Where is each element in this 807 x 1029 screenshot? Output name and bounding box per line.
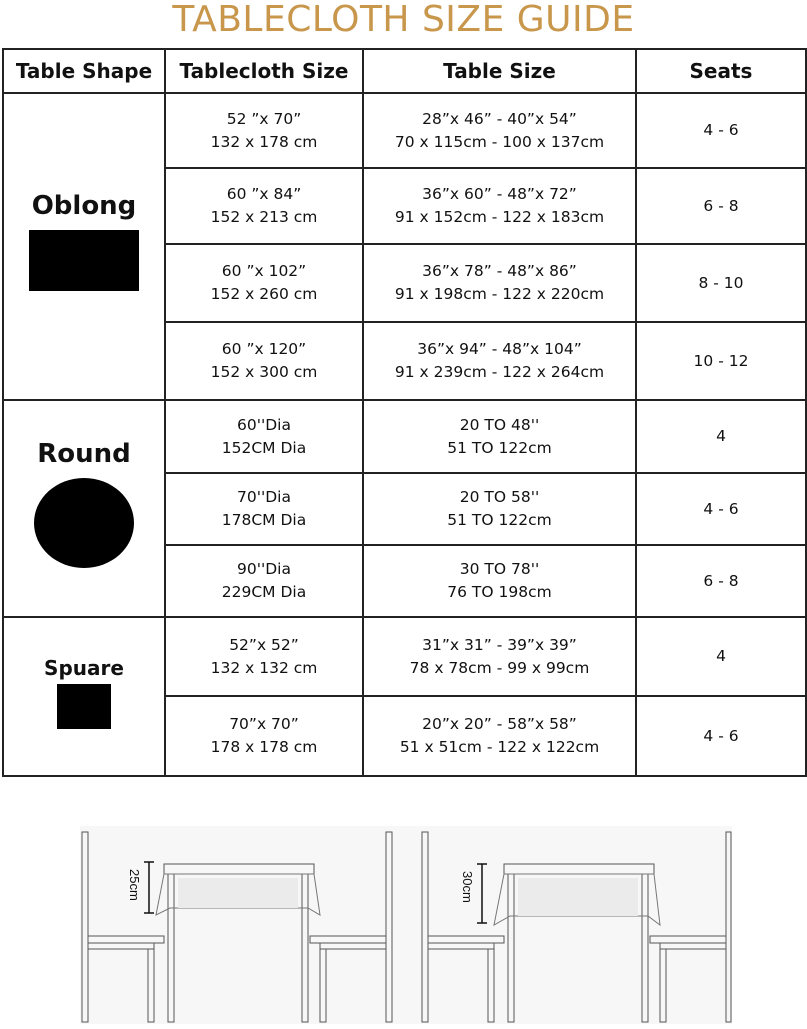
cloth-size-inches: 60 ”x 120” <box>221 340 307 358</box>
cloth-size-inches: 70''Dia <box>237 488 291 506</box>
table-size-cm: 51 x 51cm - 122 x 122cm <box>399 738 600 756</box>
table-size-inches: 31”x 31” - 39”x 39” <box>422 635 577 654</box>
table-size-inches: 20 TO 58'' <box>459 488 540 506</box>
tablecloth-size-cell <box>165 617 363 696</box>
seats-cell: 6 - 8 <box>636 168 806 244</box>
cloth-size-inches: 70”x 70” <box>229 715 299 733</box>
table-size-cell <box>363 168 636 244</box>
table-row <box>3 400 806 473</box>
drop-length-diagram <box>80 826 732 1024</box>
seats-cell: 4 <box>636 617 806 696</box>
tablecloth-size-cell <box>165 473 363 545</box>
table-size-inches: 28”x 46” - 40”x 54” <box>422 109 577 128</box>
cloth-size-inches: 60 ”x 102” <box>221 262 307 280</box>
cloth-size-cm: 132 x 178 cm <box>210 132 318 151</box>
tablecloth-size-cell <box>165 93 363 168</box>
header-tablecloth-size: Tablecloth Size <box>165 49 363 93</box>
seats-cell: 6 - 8 <box>636 545 806 617</box>
page-title: TABLECLOTH SIZE GUIDE <box>172 0 635 40</box>
size-guide-table <box>2 48 807 777</box>
table-size-cm: 91 x 198cm - 122 x 220cm <box>394 285 605 303</box>
table-size-inches: 20 TO 48'' <box>459 415 540 434</box>
table-row <box>3 617 806 696</box>
table-size-cm: 91 x 152cm - 122 x 183cm <box>394 208 605 226</box>
table-size-cm: 91 x 239cm - 122 x 264cm <box>394 363 605 381</box>
table-size-inches: 36”x 94” - 48”x 104” <box>417 340 582 358</box>
tablecloth-size-cell <box>165 322 363 400</box>
table-size-cm: 51 TO 122cm <box>447 438 552 457</box>
table-size-inches: 30 TO 78'' <box>459 560 540 578</box>
table-size-cm: 78 x 78cm - 99 x 99cm <box>409 658 590 677</box>
tablecloth-size-cell <box>165 244 363 322</box>
cloth-size-cm: 178 x 178 cm <box>210 738 318 756</box>
table-size-cell <box>363 473 636 545</box>
tablecloth-size-cell <box>165 696 363 776</box>
shape-label: Oblong <box>31 191 137 221</box>
table-size-cell <box>363 93 636 168</box>
shape-cell-round <box>3 400 165 617</box>
shape-label: Spuare <box>44 656 124 680</box>
cloth-size-inches: 60''Dia <box>237 415 291 434</box>
header-row <box>3 49 806 93</box>
cloth-size-inches: 90''Dia <box>237 560 291 578</box>
cloth-size-cm: 132 x 132 cm <box>210 658 318 677</box>
circle-icon <box>34 478 134 568</box>
drop-label-30cm: 30cm <box>460 871 475 903</box>
table-size-cell <box>363 617 636 696</box>
header-table-shape: Table Shape <box>3 49 165 93</box>
table-size-cm: 51 TO 122cm <box>447 511 552 529</box>
rectangle-icon <box>29 230 139 291</box>
cloth-size-cm: 178CM Dia <box>221 511 307 529</box>
shape-cell-oblong <box>3 93 165 400</box>
table-size-inches: 36”x 60” - 48”x 72” <box>422 185 577 203</box>
cloth-size-inches: 52 ”x 70” <box>226 109 302 128</box>
cloth-size-cm: 229CM Dia <box>221 583 307 601</box>
table-size-cell <box>363 696 636 776</box>
shape-label: Round <box>37 438 131 469</box>
seats-cell: 4 <box>636 400 806 473</box>
shape-cell-square <box>3 617 165 776</box>
seats-cell: 8 - 10 <box>636 244 806 322</box>
tablecloth-size-cell <box>165 400 363 473</box>
tablecloth-size-cell <box>165 545 363 617</box>
seats-cell: 4 - 6 <box>636 473 806 545</box>
table-row <box>3 93 806 168</box>
cloth-size-inches: 60 ”x 84” <box>226 185 302 203</box>
table-size-cell <box>363 244 636 322</box>
cloth-size-cm: 152 x 213 cm <box>210 208 318 226</box>
table-size-inches: 20”x 20” - 58”x 58” <box>422 715 577 733</box>
header-table-size: Table Size <box>363 49 636 93</box>
table-size-cell <box>363 545 636 617</box>
drop-label-25cm: 25cm <box>127 869 142 901</box>
table-size-cell <box>363 400 636 473</box>
table-size-inches: 36”x 78” - 48”x 86” <box>422 262 577 280</box>
seats-cell: 4 - 6 <box>636 696 806 776</box>
table-chair-illustration-icon <box>80 826 732 1024</box>
cloth-size-cm: 152CM Dia <box>221 438 307 457</box>
table-size-cell <box>363 322 636 400</box>
table-size-cm: 70 x 115cm - 100 x 137cm <box>394 132 605 151</box>
table-size-cm: 76 TO 198cm <box>447 583 552 601</box>
seats-cell: 4 - 6 <box>636 93 806 168</box>
cloth-size-cm: 152 x 260 cm <box>210 285 318 303</box>
cloth-size-inches: 52”x 52” <box>229 635 299 654</box>
tablecloth-size-cell <box>165 168 363 244</box>
square-icon <box>57 684 111 729</box>
seats-cell: 10 - 12 <box>636 322 806 400</box>
header-seats: Seats <box>636 49 806 93</box>
cloth-size-cm: 152 x 300 cm <box>210 363 318 381</box>
